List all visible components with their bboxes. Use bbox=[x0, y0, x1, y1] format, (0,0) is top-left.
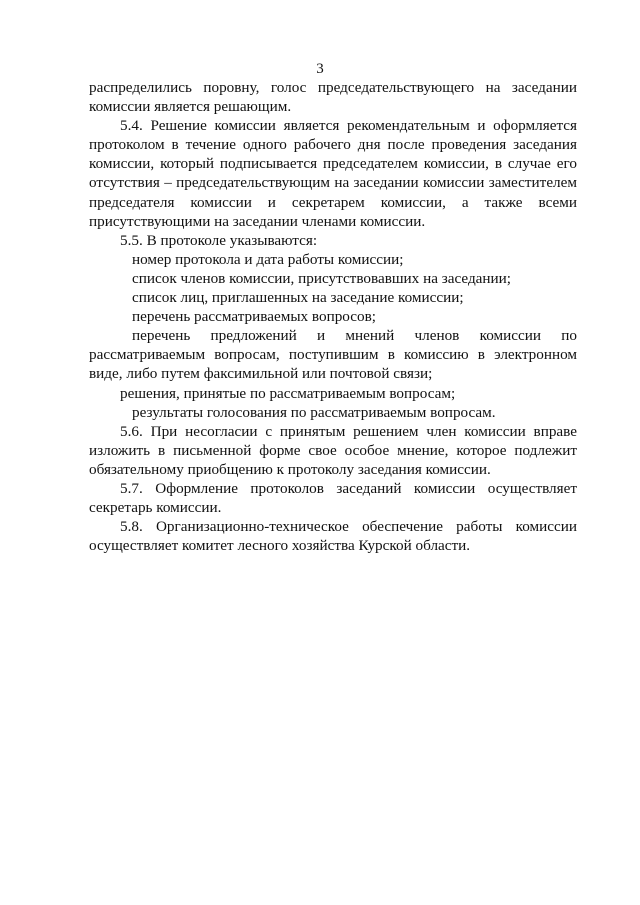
paragraph-5-6: 5.6. При несогласии с принятым решением член комиссии вправе изложить в письменной форме свое особое мнение, которое подлежит обязательному приобщению к протоколу заседания комиссии. bbox=[89, 422, 577, 478]
page-number: 3 bbox=[316, 61, 324, 77]
paragraph-5-5: 5.5. В протоколе указываются: bbox=[120, 231, 318, 249]
protocol-item-4: перечень рассматриваемых вопросов; bbox=[132, 308, 377, 326]
protocol-item-7: результаты голосования по рассматриваемым вопросам. bbox=[132, 403, 496, 421]
paragraph-5-4: 5.4. Решение комиссии является рекомендательным и оформляется протоколом в течение одного рабочего дня после проведения заседания комиссии, который подписывается председателем комиссии, в случае его отсутствия – председательствующим на заседании комиссии заместителем председателя комиссии и секретарем комиссии, а также всеми присутствующими на заседании членами комиссии. bbox=[89, 117, 577, 230]
document-body bbox=[89, 78, 577, 555]
protocol-item-5: перечень предложений и мнений членов комиссии по рассматриваемым вопросам, поступившим в комиссию в электронном виде, либо путем факсимильной или почтовой связи; bbox=[89, 327, 577, 383]
protocol-item-1: номер протокола и дата работы комиссии; bbox=[132, 250, 404, 268]
paragraph-5-8: 5.8. Организационно-техническое обеспечение работы комиссии осуществляет комитет лесного хозяйства Курской области. bbox=[89, 518, 577, 555]
protocol-item-2: список членов комиссии, присутствовавших на заседании; bbox=[132, 269, 512, 287]
protocol-item-6: решения, принятые по рассматриваемым вопросам; bbox=[120, 384, 456, 402]
paragraph-5-7: 5.7. Оформление протоколов заседаний комиссии осуществляет секретарь комиссии. bbox=[89, 479, 577, 517]
paragraph-continuation: распределились поровну, голос председательствующего на заседании комиссии является решающим. bbox=[89, 79, 577, 116]
protocol-item-3: список лиц, приглашенных на заседание комиссии; bbox=[132, 289, 464, 307]
